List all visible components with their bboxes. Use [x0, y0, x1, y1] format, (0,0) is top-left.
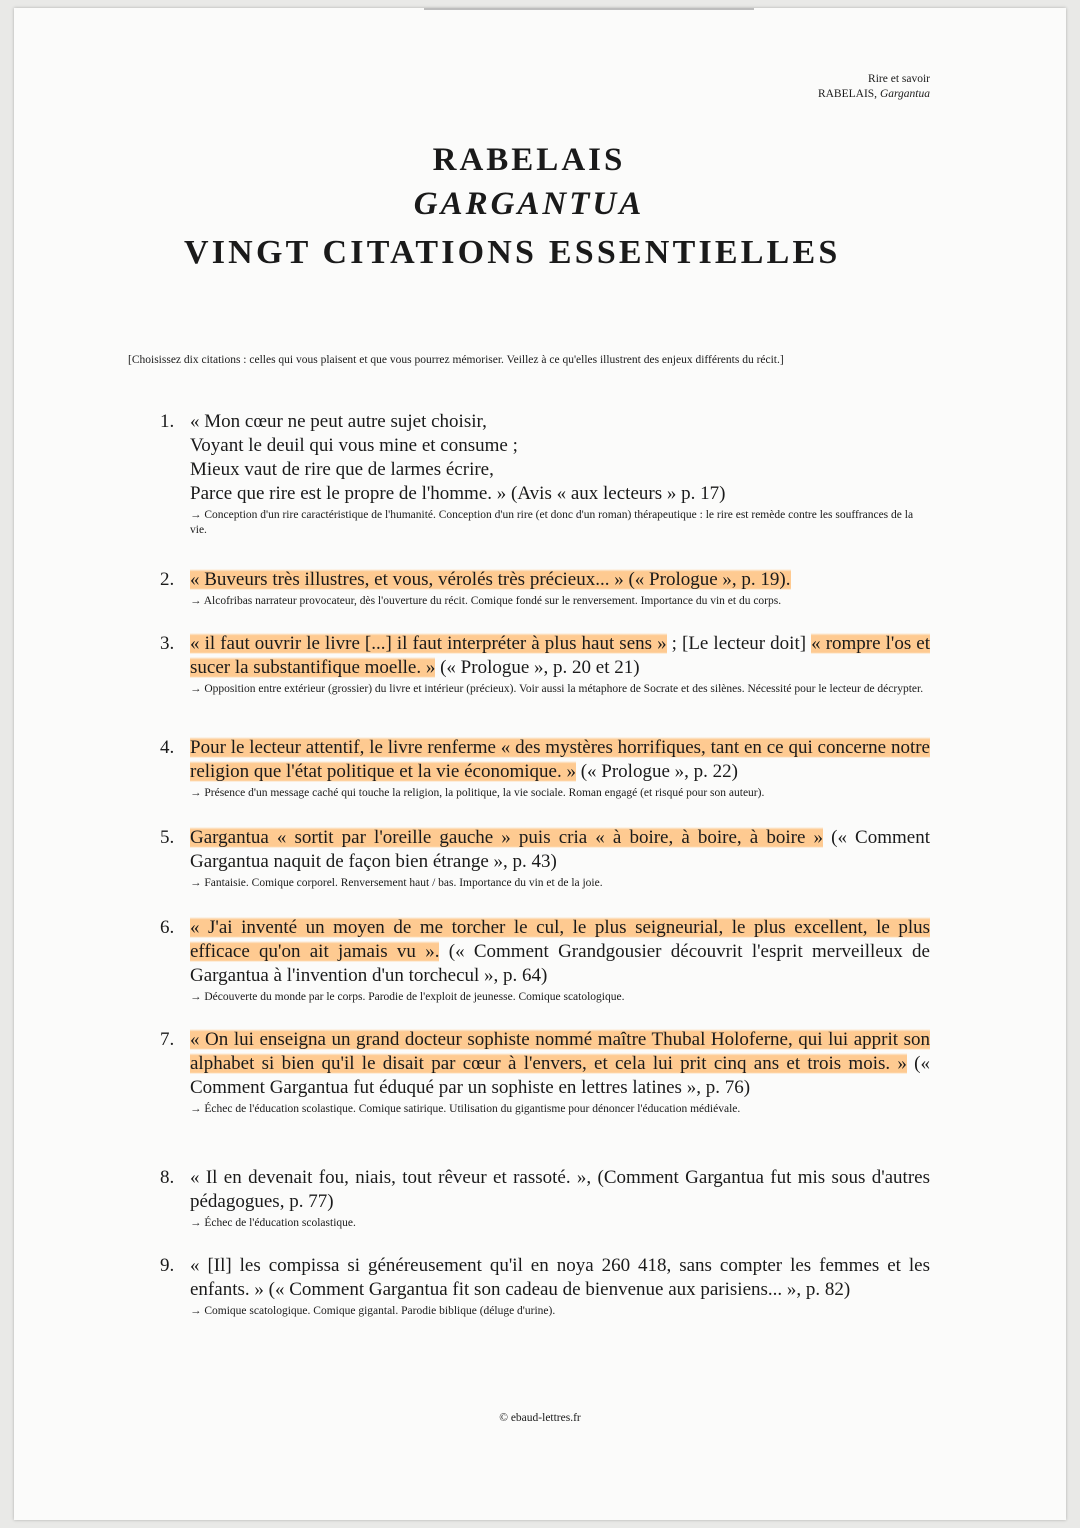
quote-item-4	[150, 736, 930, 801]
quote-note: → Conception d'un rire caractéristique de l'humanité. Conception d'un rire (et donc d'un roman) thérapeutique : le rire est remède contre les souffrances de la vie.	[190, 509, 914, 536]
quote-number: 8.	[160, 1167, 175, 1188]
highlighted-text: « Buveurs très illustres, et vous, vérolés très précieux... » (« Prologue », p. 19).	[190, 569, 791, 590]
quote-note: → Alcofribas narrateur provocateur, dès l'ouverture du récit. Comique fondé sur le renversement. Importance du vin et du corps.	[190, 595, 782, 607]
quote-item-9	[150, 1254, 930, 1319]
quote-number: 4.	[160, 737, 175, 758]
quote-note: → Échec de l'éducation scolastique. Comique satirique. Utilisation du gigantisme pour dénoncer l'éducation médiévale.	[190, 1103, 741, 1115]
title-subtitle: VINGT CITATIONS ESSENTIELLES	[184, 234, 841, 271]
header-author-work: RABELAIS, Gargantua	[817, 88, 930, 100]
quote-number: 6.	[160, 917, 175, 938]
quote-item-6	[150, 916, 930, 1005]
quote-item-1	[150, 410, 930, 538]
quote-text: « il faut ouvrir le livre [...] il faut interpréter à plus haut sens » ; [Le lecteur doit] « rompre l'os et sucer la substantifique moelle. » (« Prologue », p. 20 et 21)	[190, 633, 930, 678]
quote-text: Pour le lecteur attentif, le livre renferme « des mystères horrifiques, tant en ce qui concerne notre religion que l'état politique et la vie économique. » (« Prologue », p. 22)	[190, 737, 930, 782]
document-page	[14, 8, 1066, 1520]
quote-note: → Découverte du monde par le corps. Parodie de l'exploit de jeunesse. Comique scatologique.	[190, 991, 625, 1003]
quote-item-3	[150, 632, 930, 697]
running-header	[818, 72, 930, 102]
quote-number: 9.	[160, 1255, 175, 1276]
quote-text: « Il en devenait fou, niais, tout rêveur et rassoté. », (Comment Gargantua fut mis sous d'autres pédagogues, p. 77)	[190, 1167, 930, 1212]
quote-note: → Présence d'un message caché qui touche la religion, la politique, la vie sociale. Roman engagé (et risqué pour son auteur).	[190, 787, 765, 799]
footer-copyright: © ebaud-lettres.fr	[499, 1412, 581, 1424]
highlighted-text: « il faut ouvrir le livre [...] il faut interpréter à plus haut sens »	[190, 633, 667, 654]
quote-number: 7.	[160, 1029, 175, 1050]
highlighted-text: Gargantua « sortit par l'oreille gauche » puis cria « à boire, à boire, à boire »	[190, 827, 823, 848]
highlighted-text: « On lui enseigna un grand docteur sophiste nommé maître Thubal Holoferne, qui lui apprit son alphabet si bien qu'il le disait par cœur à l'envers, et cela lui prit cinq ans et trois mois. »	[190, 1029, 930, 1074]
quote-number: 5.	[160, 827, 175, 848]
scan-edge-line	[424, 8, 754, 10]
quote-number: 1.	[160, 411, 175, 432]
highlighted-text: « rompre l'os et sucer la substantifique moelle. »	[190, 633, 930, 678]
quote-item-8	[150, 1166, 930, 1231]
highlighted-text: Pour le lecteur attentif, le livre renferme « des mystères horrifiques, tant en ce qui concerne notre religion que l'état politique et la vie économique. »	[190, 737, 930, 782]
quote-note: → Fantaisie. Comique corporel. Renversement haut / bas. Importance du vin et de la joie.	[190, 877, 603, 889]
title-work: GARGANTUA	[413, 186, 645, 222]
quote-item-2	[150, 568, 930, 609]
quote-text: « On lui enseigna un grand docteur sophiste nommé maître Thubal Holoferne, qui lui apprit son alphabet si bien qu'il le disait par cœur à l'envers, et cela lui prit cinq ans et trois mois. » (« Comment Gargantua fut éduqué par un sophiste en lettres latines », p. 76)	[190, 1029, 931, 1098]
quote-item-7	[150, 1028, 930, 1117]
highlighted-text: « J'ai inventé un moyen de me torcher le cul, le plus seigneurial, le plus excellent, le plus efficace qu'on ait jamais vu ».	[190, 917, 930, 962]
instructions: [Choisissez dix citations : celles qui vous plaisent et que vous pourrez mémoriser. Veillez à ce qu'elles illustrent des enjeux différents du récit.]	[128, 354, 784, 366]
quote-number: 3.	[160, 633, 175, 654]
quote-note: → Opposition entre extérieur (grossier) du livre et intérieur (précieux). Voir aussi la métaphore de Socrate et des silènes. Nécessité pour le lecteur de décrypter.	[190, 683, 924, 695]
header-section: Rire et savoir	[868, 73, 930, 85]
quote-text: « J'ai inventé un moyen de me torcher le cul, le plus seigneurial, le plus excellent, le plus efficace qu'on ait jamais vu ». (« Comment Grandgousier découvrit l'esprit merveilleux de Gargantua à l'invention d'un torchecul », p. 64)	[190, 917, 930, 986]
quote-number: 2.	[160, 569, 175, 590]
quote-item-5	[150, 826, 930, 891]
quote-note: → Comique scatologique. Comique gigantal. Parodie biblique (déluge d'urine).	[190, 1305, 556, 1317]
quote-text: « [Il] les compissa si généreusement qu'il en noya 260 418, sans compter les femmes et les enfants. » (« Comment Gargantua fit son cadeau de bienvenue aux parisiens... », p. 82)	[190, 1255, 930, 1300]
quote-text	[190, 568, 930, 592]
title-author: RABELAIS	[432, 142, 626, 178]
quote-text: « Mon cœur ne peut autre sujet choisir, Voyant le deuil qui vous mine et consume ; Mieux vaut de rire que de larmes écrire, Parce que rire est le propre de l'homme. » (Avis « aux lecteurs » p. 17)	[190, 411, 726, 504]
quote-text: Gargantua « sortit par l'oreille gauche » puis cria « à boire, à boire, à boire » (« Comment Gargantua naquit de façon bien étrange », p. 43)	[190, 827, 930, 872]
quote-note: → Échec de l'éducation scolastique.	[190, 1217, 356, 1229]
